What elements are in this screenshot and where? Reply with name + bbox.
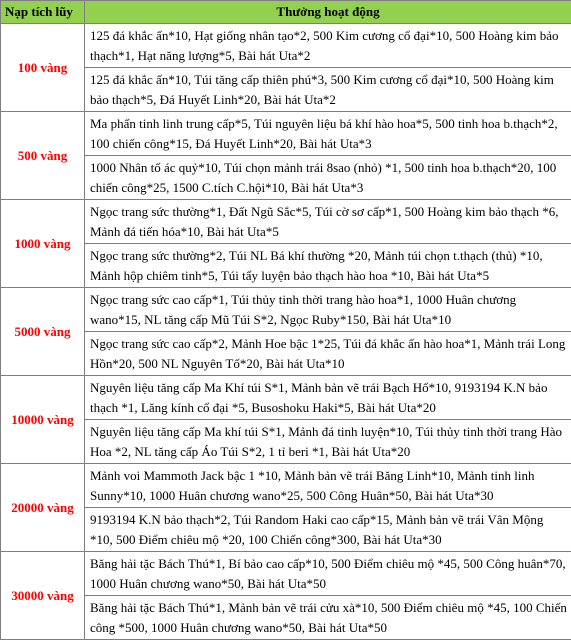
reward-cell: Ngọc trang sức thường*2, Túi NL Bá khí thường *20, Mảnh túi chọn t.thạch (thủ) *10, Mảnh hộp chiêm tinh*5, Túi tẩy luyện bảo thạch hào hoa *10, Bài hát Uta*5 [85, 244, 571, 288]
header-reward: Thưởng hoạt động [85, 1, 571, 24]
table-row [1, 552, 571, 596]
table-row [1, 244, 571, 288]
reward-cell: Ngọc trang sức cao cấp*1, Túi thủy tinh thời trang hào hoa*1, 1000 Huân chương wano*15, NL tăng cấp Mũ Túi S*2, Ngọc Ruby*150, Bài hát Uta*10 [85, 288, 571, 332]
reward-cell: Băng hải tặc Bách Thú*1, Mảnh bản vẽ trái cửu xà*10, 500 Điểm chiêu mộ *45, 100 Chiến công *500, 1000 Huân chương wano*50, Bài hát Uta*50 [85, 596, 571, 640]
table-row [1, 464, 571, 508]
reward-cell: Ngọc trang sức thường*1, Đất Ngũ Sắc*5, Túi cờ sơ cấp*1, 500 Hoàng kim bảo thạch *6, Mảnh đá tiến hóa*10, Bài hát Uta*5 [85, 200, 571, 244]
table-row [1, 24, 571, 68]
reward-cell: Mảnh voi Mammoth Jack bậc 1 *10, Mảnh bản vẽ trái Băng Linh*10, Mảnh tinh linh Sunny*10, 1000 Huân chương wano*25, 500 Công Huân*50, Bài hát Uta*30 [85, 464, 571, 508]
table-row [1, 332, 571, 376]
reward-cell: Ma phấn tinh linh trung cấp*5, Túi nguyên liệu bá khí hào hoa*5, 500 tinh hoa b.thạch*2, 100 chiến công*15, Đá Huyết Linh*20, Bài hát Uta*3 [85, 112, 571, 156]
reward-cell: Băng hải tặc Bách Thú*1, Bí bảo cao cấp*10, 500 Điểm chiêu mộ *45, 500 Công huân*70, 1000 Huân chương wano*50, Bài hát Uta*50 [85, 552, 571, 596]
tier-label: 10000 vàng [1, 376, 85, 464]
tier-label: 20000 vàng [1, 464, 85, 552]
reward-cell: 125 đá khắc ấn*10, Túi tăng cấp thiên phú*3, 500 Kim cương cổ đại*10, 500 Hoàng kim bảo thạch*5, Đá Huyết Linh*20, Bài hát Uta*2 [85, 68, 571, 112]
header-tier: Nạp tích lũy [1, 1, 85, 24]
table-row [1, 68, 571, 112]
table-row [1, 420, 571, 464]
tier-label: 1000 vàng [1, 200, 85, 288]
tier-label: 30000 vàng [1, 552, 85, 640]
reward-cell: 125 đá khắc ấn*10, Hạt giống nhân tạo*2, 500 Kim cương cổ đại*10, 500 Hoàng kim bảo thạch*1, Hạt năng lượng*5, Bài hát Uta*2 [85, 24, 571, 68]
reward-cell: Ngọc trang sức cao cấp*2, Mảnh Hoe bậc 1*25, Túi đá khắc ấn hào hoa*1, Mảnh trái Long Hồn*20, 500 NL Nguyên Tố*20, Bài hát Uta*10 [85, 332, 571, 376]
tier-label: 100 vàng [1, 24, 85, 112]
header-row [1, 1, 571, 24]
table-row [1, 596, 571, 640]
tier-label: 5000 vàng [1, 288, 85, 376]
table-row [1, 156, 571, 200]
table-row [1, 508, 571, 552]
reward-cell: 9193194 K.N bảo thạch*2, Túi Random Haki cao cấp*15, Mảnh bản vẽ trái Vân Mộng *10, 500 Điểm chiêu mộ *20, 100 Chiến công*300, Bài hát Uta*30 [85, 508, 571, 552]
table-row [1, 200, 571, 244]
table-row [1, 112, 571, 156]
reward-cell: Nguyên liệu tăng cấp Ma Khí túi S*1, Mảnh bản vẽ trái Bạch Hổ*10, 9193194 K.N bảo thạch *1, Lăng kính cổ đại *5, Busoshoku Haki*5, Bài hát Uta*20 [85, 376, 571, 420]
table-row [1, 288, 571, 332]
reward-cell: Nguyên liệu tăng cấp Ma khí túi S*1, Mảnh đá tinh luyện*10, Túi thủy tinh thời trang Hào Hoa *2, NL tăng cấp Áo Túi S*2, 1 tỉ beri *1, Bài hát Uta*20 [85, 420, 571, 464]
table-row [1, 376, 571, 420]
reward-cell: 1000 Nhân tố ác quỷ*10, Túi chọn mảnh trái 8sao (nhỏ) *1, 500 tinh hoa b.thạch*20, 100 chiến công*25, 1500 C.tích C.hội*10, Bài hát Uta*3 [85, 156, 571, 200]
tier-label: 500 vàng [1, 112, 85, 200]
